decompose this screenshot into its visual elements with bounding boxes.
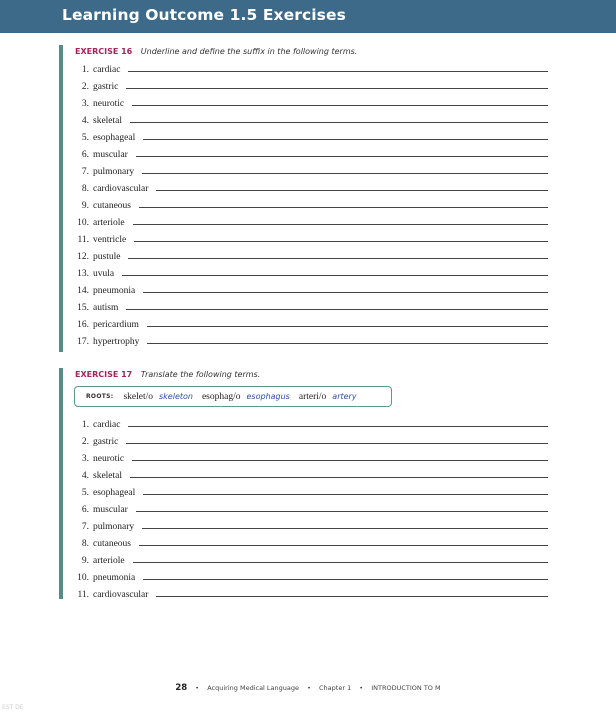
exercise-16-item — [74, 230, 548, 245]
root-meaning: artery — [332, 392, 357, 401]
item-term: neurotic — [93, 454, 125, 464]
exercise-16-item — [74, 77, 548, 92]
exercise-16-item — [74, 264, 548, 279]
answer-line[interactable] — [122, 275, 548, 276]
exercise-17-item — [74, 551, 548, 566]
answer-line[interactable] — [128, 426, 548, 427]
answer-line[interactable] — [132, 460, 548, 461]
item-term: cutaneous — [93, 539, 131, 549]
root-meaning: skeleton — [159, 392, 193, 401]
exercise-16-item — [74, 298, 548, 313]
item-term: esophageal — [93, 488, 136, 498]
item-term: ventricle — [93, 235, 127, 245]
page-number: 28 — [175, 683, 188, 693]
item-term: autism — [93, 303, 119, 313]
item-number: 10. — [77, 218, 89, 228]
item-number: 14. — [77, 286, 89, 296]
exercise-16-item — [74, 111, 548, 126]
answer-line[interactable] — [147, 326, 548, 327]
item-term: pericardium — [93, 320, 139, 330]
item-term: gastric — [93, 82, 119, 92]
item-term: hypertrophy — [93, 337, 140, 347]
item-term: uvula — [93, 269, 115, 279]
roots-box — [74, 386, 392, 407]
exercise-17-item — [74, 449, 548, 464]
item-number: 3. — [81, 99, 89, 109]
exercise-16-item — [74, 281, 548, 296]
exercise-16-item — [74, 196, 548, 211]
exercise-16-item — [74, 128, 548, 143]
item-term: gastric — [93, 437, 119, 447]
answer-line[interactable] — [126, 309, 548, 310]
exercise-16-item — [74, 162, 548, 177]
item-number: 9. — [81, 201, 89, 211]
item-number: 5. — [81, 488, 89, 498]
item-number: 4. — [81, 471, 89, 481]
item-term: pulmonary — [93, 167, 135, 177]
item-term: pustule — [93, 252, 121, 262]
answer-line[interactable] — [156, 596, 548, 597]
item-term: neurotic — [93, 99, 125, 109]
answer-line[interactable] — [143, 292, 548, 293]
footer-separator: • — [359, 684, 364, 692]
item-number: 4. — [81, 116, 89, 126]
item-number: 5. — [81, 133, 89, 143]
exercise-17-accent-bar — [59, 368, 63, 599]
answer-line[interactable] — [136, 156, 548, 157]
page-footer — [0, 683, 616, 693]
exercise-16-heading — [75, 47, 357, 56]
exercise-16-label: EXERCISE 16 — [75, 47, 133, 56]
item-term: cardiovascular — [93, 590, 149, 600]
answer-line[interactable] — [133, 224, 548, 225]
answer-line[interactable] — [139, 207, 548, 208]
exercise-16-item — [74, 60, 548, 75]
root-term: skelet/o — [123, 391, 153, 402]
item-number: 6. — [81, 505, 89, 515]
exercise-16-item — [74, 213, 548, 228]
exercise-17-heading — [75, 370, 260, 379]
root-term: arteri/o — [298, 391, 327, 402]
exercise-16-item — [74, 332, 548, 347]
item-number: 8. — [81, 539, 89, 549]
answer-line[interactable] — [128, 258, 548, 259]
root-term: esophag/o — [201, 391, 241, 402]
item-number: 10. — [77, 573, 89, 583]
answer-line[interactable] — [142, 173, 548, 174]
root-meaning: esophagus — [246, 392, 290, 401]
item-number: 17. — [77, 337, 89, 347]
answer-line[interactable] — [136, 511, 548, 512]
footer-separator: • — [307, 684, 311, 692]
exercise-17-item — [74, 568, 548, 583]
item-term: cardiac — [93, 65, 121, 75]
exercise-16-item — [74, 247, 548, 262]
exercise-17-instruction: Translate the following terms. — [140, 370, 261, 379]
item-term: arteriole — [93, 218, 125, 228]
exercise-17-label: EXERCISE 17 — [75, 370, 133, 379]
roots-label: ROOTS: — [86, 393, 114, 400]
item-number: 13. — [77, 269, 89, 279]
answer-line[interactable] — [130, 477, 548, 478]
exercise-17-item — [74, 415, 548, 430]
exercise-16-accent-bar — [59, 45, 63, 352]
answer-line[interactable] — [139, 545, 548, 546]
answer-line[interactable] — [133, 562, 548, 563]
answer-line[interactable] — [142, 528, 548, 529]
header-banner — [0, 0, 616, 33]
item-term: esophageal — [93, 133, 136, 143]
answer-line[interactable] — [132, 105, 548, 106]
item-number: 7. — [81, 167, 89, 177]
answer-line[interactable] — [143, 494, 548, 495]
item-number: 11. — [77, 235, 89, 245]
item-term: skeletal — [93, 116, 123, 126]
exercise-17-item — [74, 466, 548, 481]
exercise-17-item — [74, 585, 548, 600]
answer-line[interactable] — [128, 71, 548, 72]
item-term: skeletal — [93, 471, 123, 481]
exercise-16-item — [74, 94, 548, 109]
item-number: 2. — [81, 437, 89, 447]
exercise-16-item — [74, 145, 548, 160]
page-title: Learning Outcome 1.5 Exercises — [62, 6, 346, 24]
item-number: 7. — [81, 522, 89, 532]
item-number: 16. — [77, 320, 89, 330]
corner-stamp: EST DE — [2, 704, 24, 711]
footer-separator: • — [195, 684, 200, 692]
exercise-17-item — [74, 432, 548, 447]
item-number: 1. — [81, 420, 89, 430]
exercise-17-item — [74, 500, 548, 515]
item-number: 2. — [81, 82, 89, 92]
answer-line[interactable] — [147, 343, 548, 344]
chapter-number: Chapter 1 — [319, 684, 352, 692]
chapter-title: INTRODUCTION TO M — [371, 684, 441, 692]
item-term: cardiac — [93, 420, 121, 430]
book-title: Acquiring Medical Language — [207, 684, 300, 692]
answer-line[interactable] — [130, 122, 548, 123]
exercise-16-instruction: Underline and define the suffix in the following terms. — [140, 47, 358, 56]
item-term: pulmonary — [93, 522, 135, 532]
item-term: pneumonia — [93, 286, 136, 296]
exercise-17-item — [74, 534, 548, 549]
item-number: 3. — [81, 454, 89, 464]
item-term: pneumonia — [93, 573, 136, 583]
item-number: 15. — [77, 303, 89, 313]
item-number: 9. — [81, 556, 89, 566]
item-term: arteriole — [93, 556, 125, 566]
item-term: muscular — [93, 505, 128, 515]
answer-line[interactable] — [143, 139, 548, 140]
exercise-16-item — [74, 179, 548, 194]
item-number: 8. — [81, 184, 89, 194]
exercise-17-item — [74, 483, 548, 498]
answer-line[interactable] — [143, 579, 548, 580]
exercise-17-item — [74, 517, 548, 532]
item-term: cutaneous — [93, 201, 131, 211]
answer-line[interactable] — [126, 443, 548, 444]
item-term: muscular — [93, 150, 128, 160]
item-number: 1. — [81, 65, 89, 75]
item-term: cardiovascular — [93, 184, 149, 194]
answer-line[interactable] — [134, 241, 548, 242]
answer-line[interactable] — [156, 190, 548, 191]
item-number: 12. — [77, 252, 89, 262]
exercise-16-item — [74, 315, 548, 330]
item-number: 6. — [81, 150, 89, 160]
item-number: 11. — [77, 590, 89, 600]
answer-line[interactable] — [126, 88, 548, 89]
